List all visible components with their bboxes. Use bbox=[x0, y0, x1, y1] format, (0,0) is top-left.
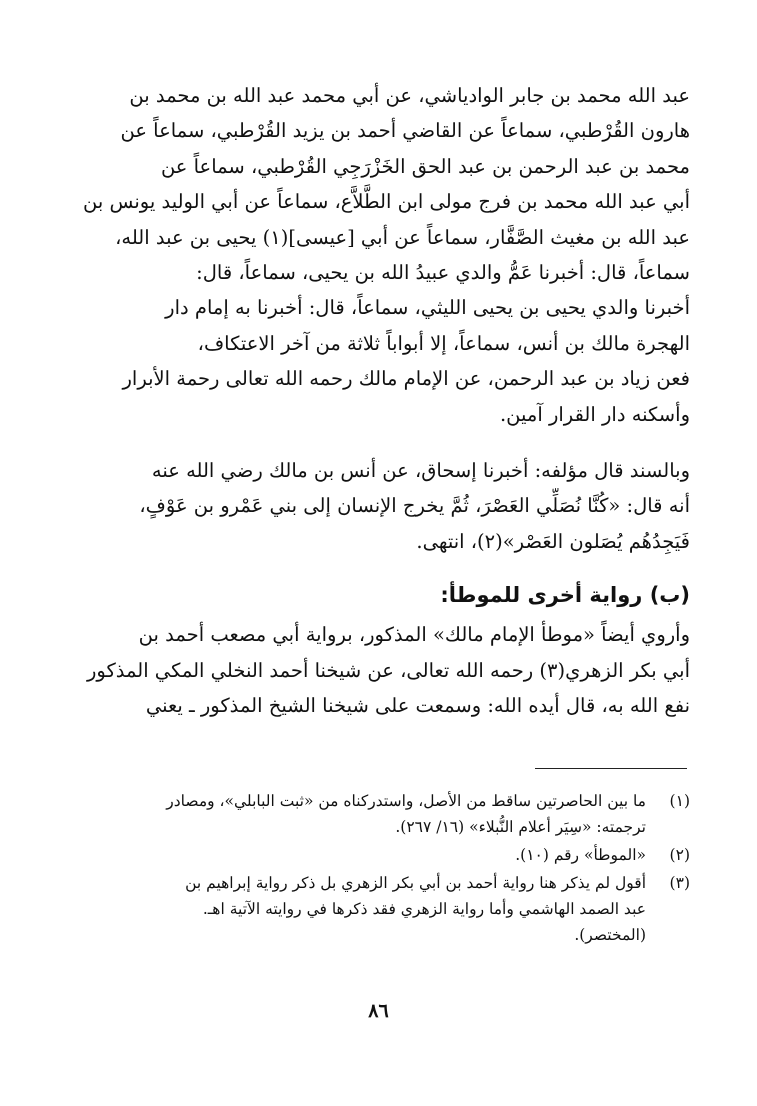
footnote-1 bbox=[70, 788, 690, 840]
footnotes bbox=[70, 788, 690, 950]
footnote-text bbox=[70, 842, 646, 868]
text-line: نفع الله به، قال أيده الله: وسمعت على شيخنا الشيخ المذكور ـ يعني bbox=[145, 694, 690, 718]
footnote-line: ترجمته: «سِيَر أعلام النُّبلاء» (١٦/ ٢٦٧). bbox=[395, 818, 646, 836]
footnote-text bbox=[70, 870, 646, 948]
footnote-line: (المختصر). bbox=[574, 926, 646, 944]
page-number: ٨٦ bbox=[368, 1000, 389, 1022]
footnote-divider bbox=[535, 768, 687, 769]
text-line: وأروي أيضاً «موطأ الإمام مالك» المذكور، برواية أبي مصعب أحمد بن bbox=[138, 623, 690, 647]
footnote-number: (٢) bbox=[669, 846, 690, 864]
text-line: أبي عبد الله محمد بن فرج مولى ابن الطَّلاَّع، سماعاً عن أبي الوليد يونس بن bbox=[83, 190, 690, 214]
text-line: فَيَجِدُهُم يُصَلون العَصْر»(٢)، انتهى. bbox=[416, 529, 690, 553]
text-line: سماعاً، قال: أخبرنا عَمُّ والدي عبيدُ الله بن يحيى، سماعاً، قال: bbox=[196, 261, 690, 285]
text-line: وأسكنه دار القرار آمين. bbox=[499, 402, 690, 426]
footnote-line: أقول لم يذكر هنا رواية أحمد بن أبي بكر الزهري بل ذكر رواية إبراهيم بن bbox=[185, 874, 646, 892]
paragraph-second-riwaya bbox=[70, 617, 690, 723]
text-line: أبي بكر الزهري(٣) رحمه الله تعالى، عن شيخنا أحمد النخلي المكي المذكور bbox=[86, 658, 690, 682]
section-heading: (ب) رواية أخرى للموطأ: bbox=[440, 583, 690, 608]
footnote-2 bbox=[70, 842, 690, 868]
text-line: الهجرة مالك بن أنس، سماعاً، إلا أبواباً ثلاثة من آخر الاعتكاف، bbox=[197, 331, 690, 355]
paragraph-chain-of-narration bbox=[70, 78, 690, 432]
text-line: فعن زياد بن عبد الرحمن، عن الإمام مالك رحمه الله تعالى رحمة الأبرار bbox=[122, 367, 690, 391]
text-line: عبد الله بن مغيث الصَّفَّار، سماعاً عن أبي [عيسى](١) يحيى بن عبد الله، bbox=[115, 225, 690, 249]
main-text bbox=[70, 78, 690, 724]
text-line: محمد بن عبد الرحمن بن عبد الحق الخَزْرَجِي القُرْطبي، سماعاً عن bbox=[160, 154, 690, 178]
paragraph-hadith bbox=[70, 453, 690, 559]
text-line: هارون القُرْطبي، سماعاً عن القاضي أحمد بن يزيد القُرْطبي، سماعاً عن bbox=[120, 119, 690, 143]
text-line: وبالسند قال مؤلفه: أخبرنا إسحاق، عن أنس بن مالك رضي الله عنه bbox=[151, 459, 690, 483]
footnote-text bbox=[70, 788, 646, 840]
text-line: أخبرنا والدي يحيى بن يحيى الليثي، سماعاً، قال: أخبرنا به إمام دار bbox=[165, 296, 690, 320]
footnote-line: عبد الصمد الهاشمي وأما رواية الزهري فقد ذكرها في روايته الآتية اهـ. bbox=[202, 900, 646, 918]
footnote-line: ما بين الحاصرتين ساقط من الأصل، واستدركناه من «ثبت البابلي»، ومصادر bbox=[166, 792, 646, 810]
footnote-number: (١) bbox=[669, 792, 690, 810]
footnote-3 bbox=[70, 870, 690, 948]
text-line: أنه قال: «كُنَّا نُصَلِّي العَصْرَ، ثُمَّ يخرج الإنسان إلى بني عَمْرو بن عَوْفٍ، bbox=[139, 494, 690, 518]
text-line: عبد الله محمد بن جابر الوادياشي، عن أبي محمد عبد الله بن محمد بن bbox=[129, 84, 690, 107]
footnote-line: «الموطأ» رقم (١٠). bbox=[515, 846, 646, 864]
footnote-number: (٣) bbox=[669, 874, 690, 892]
